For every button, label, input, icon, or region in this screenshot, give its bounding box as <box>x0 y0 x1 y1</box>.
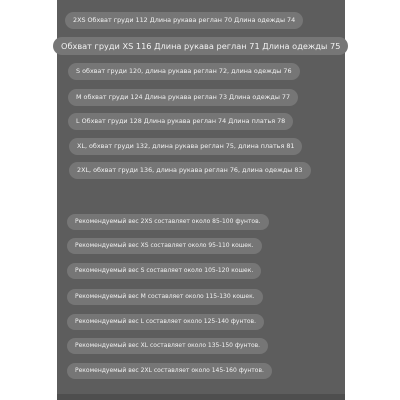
weight-chip-l[interactable]: Рекомендуемый вес L составляет около 125-140 фунтов. <box>67 314 264 330</box>
weight-chip-xl[interactable]: Рекомендуемый вес XL составляет около 135-150 фунтов. <box>67 338 268 354</box>
weight-chip-2xs[interactable]: Рекомендуемый вес 2XS составляет около 85-100 фунтов. <box>67 214 269 230</box>
weight-chip-2xl[interactable]: Рекомендуемый вес 2XL составляет около 145-160 фунтов. <box>67 363 272 379</box>
weight-section <box>57 198 345 400</box>
weight-chip-m[interactable]: Рекомендуемый вес M составляет около 115-130 кошек. <box>67 289 263 305</box>
message-panel <box>57 0 345 400</box>
size-chip-s[interactable]: S обхват груди 120, длина рукава реглан 72, длина одежды 76 <box>68 63 300 80</box>
weight-chip-xs[interactable]: Рекомендуемый вес XS составляет около 95-110 кошек. <box>67 238 262 254</box>
size-chip-xs[interactable]: Обхват груди XS 116 Длина рукава реглан 71 Длина одежды 75 <box>53 37 348 55</box>
size-chip-2xl[interactable]: 2XL, обхват груди 136, длина рукава реглан 76, длина одежды 83 <box>69 162 311 179</box>
size-chip-l[interactable]: L Обхват груди 128 Длина рукава реглан 74 Длина платья 78 <box>68 113 293 130</box>
size-chip-m[interactable]: M обхват груди 124 Длина рукава реглан 73 Длина одежды 77 <box>68 89 298 106</box>
size-chart-section <box>57 0 345 196</box>
panel-bottom-edge <box>57 394 345 400</box>
size-chip-2xs[interactable]: 2XS Обхват груди 112 Длина рукава реглан 70 Длина одежды 74 <box>65 12 303 29</box>
weight-chip-s[interactable]: Рекомендуемый вес S составляет около 105-120 кошек. <box>67 263 261 279</box>
size-chip-xl[interactable]: XL, обхват груди 132, длина рукава реглан 75, длина платья 81 <box>69 138 302 155</box>
